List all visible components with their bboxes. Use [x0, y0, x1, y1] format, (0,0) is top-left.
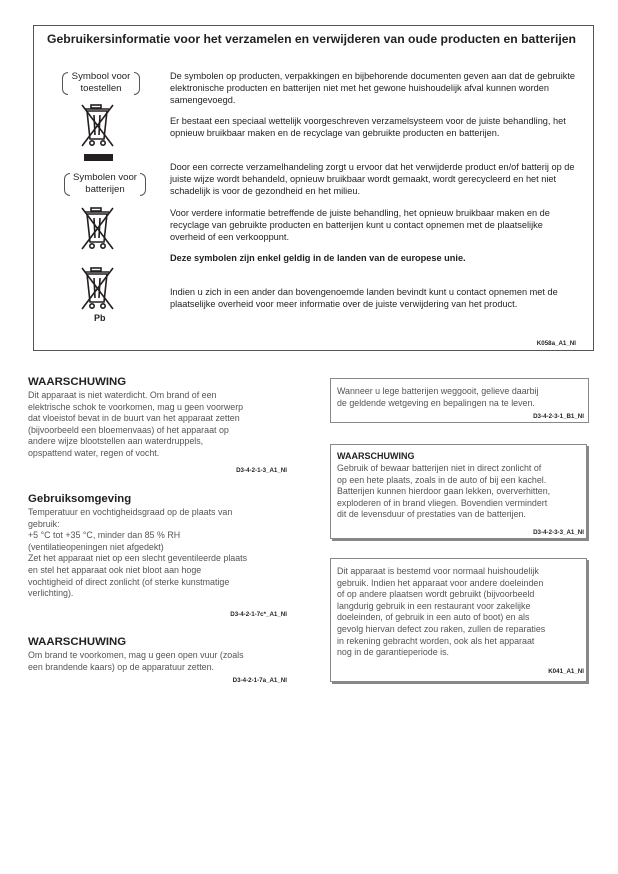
disposal-paragraph: Er bestaat een speciaal wettelijk voorgeschreven verzamelsysteem voor de juiste behandling, het opnieuw bruikbaar maken en de recyclage van gebruikte producten en batterijen.: [170, 116, 566, 138]
text-line: Dit apparaat is bestemd voor normaal huishoudelijk: [337, 566, 539, 576]
environment-text: [28, 507, 298, 600]
disposal-paragraph: Voor verdere informatie betreffende de juiste behandling, het opnieuw bruikbaar maken en de recyclage van gebruikte producten en batterijen kunt u contact opnemen met de plaatselijke overheid of een verkooppunt.: [170, 208, 550, 242]
label-battery-text: Symbolen voor batterijen: [73, 172, 137, 195]
text-line: Dit apparaat is niet waterdicht. Om brand of een: [28, 390, 217, 400]
text-line: Zet het apparaat niet op een slecht geventileerde plaats: [28, 553, 248, 564]
text-line: doeleinden, of gebruik in een auto of boot) en als: [337, 612, 530, 623]
text-line: Gebruik of bewaar batterijen niet in direct zonlicht of: [337, 463, 542, 473]
text-line: +5 °C tot +35 °C, minder dan 85 % RH: [28, 530, 181, 541]
text-line: in rekening gebracht worden, ook als het apparaat: [337, 635, 535, 646]
text-line: elektrische schok te voorkomen, mag u geen voorwerp: [28, 401, 244, 412]
text-line: een brandende kaars) op de apparatuur zetten.: [28, 661, 215, 672]
warning-fire-heading: WAARSCHUWING: [28, 636, 127, 648]
lead-symbol-label: Pb: [94, 313, 106, 323]
text-line: vochtigheid of direct zonlicht (of sterke kunstmatige: [28, 576, 230, 587]
text-line: Batterijen kunnen hierdoor gaan lekken, oververhitten,: [337, 486, 551, 497]
environment-code: D3-4-2-1-7c*_A1_Nl: [230, 611, 287, 618]
text-line: dat vloeistof bevat in de buurt van het apparaat zetten: [28, 413, 240, 424]
text-line: de geldende wetgeving en bepalingen na te leven.: [337, 397, 535, 408]
disposal-paragraph: Indien u zich in een ander dan bovengenoemde landen bevindt kunt u contact opnemen met de plaatselijke overheid voor meer informatie over de juiste verwijdering van het product.: [170, 287, 558, 309]
text-line: dit de levensduur of prestaties van de batterijen.: [337, 509, 526, 520]
battery-notice-text: [337, 386, 585, 409]
text-line: langdurig gebruik in een restaurant voor zakelijke: [337, 600, 531, 611]
usage-notice-code: K041_A1_Nl: [548, 668, 584, 675]
crossed-bin-lead-icon: [80, 264, 116, 312]
disposal-code: K058a_A1_Nl: [536, 340, 576, 347]
warning-water-text: [28, 390, 298, 460]
label-battery-symbol: [64, 172, 146, 197]
disposal-paragraph: De symbolen op producten, verpakkingen en bijbehorende documenten geven aan dat de gebruikte elektronische producten en batterijen niet met het gewone huishoudelijk afval kunnen worden samengevoegd.: [170, 71, 576, 105]
text-line: (bijvoorbeeld een bloemenvaas) of het apparaat op: [28, 424, 229, 435]
text-line: andere wijze blootstellen aan waterdruppels,: [28, 436, 204, 447]
disposal-info-title: Gebruikersinformatie voor het verzamelen en verwijderen van oude producten en batterijen: [47, 32, 576, 46]
crossed-bin-appliance-icon: [80, 101, 116, 149]
text-line: verlichting).: [28, 588, 74, 599]
environment-heading: Gebruiksomgeving: [28, 493, 132, 505]
label-appliance-text: Symbool voor toestellen: [71, 71, 131, 94]
label-appliance-symbol: [62, 71, 140, 96]
text-line: en stel het apparaat ook niet bloot aan hoge: [28, 564, 202, 575]
text-line: of op andere plaatsen wordt gebruikt (bijvoorbeeld: [337, 589, 535, 600]
battery-notice-code: D3-4-2-3-1_B1_Nl: [533, 413, 584, 420]
text-line: Temperatuur en vochtigheidsgraad op de plaats van: [28, 507, 233, 517]
warning-fire-code: D3-4-2-1-7a_A1_Nl: [232, 677, 287, 684]
disposal-eu-note: Deze symbolen zijn enkel geldig in de landen van de europese unie.: [170, 253, 466, 263]
text-line: Wanneer u lege batterijen weggooit, gelieve daarbij: [337, 386, 539, 396]
text-line: exploderen of in brand vliegen. Bovendien vermindert: [337, 497, 548, 508]
disposal-paragraph: Door een correcte verzamelhandeling zorgt u ervoor dat het verwijderde product en/of batterij op de juiste wijze wordt behandeld, opnieuw bruikbaar wordt gemaakt, wordt gerecycleerd en het niet schadelijk is voor de gezondheid en het milieu.: [170, 162, 575, 196]
text-line: gebruik. Indien het apparaat voor andere doeleinden: [337, 577, 544, 588]
black-bar-icon: [84, 154, 113, 161]
text-line: (ventilatieopeningen niet afgedekt): [28, 541, 164, 552]
battery-warning-text: [337, 463, 587, 521]
crossed-bin-battery-icon: [80, 204, 116, 252]
warning-water-code: D3-4-2-1-3_A1_Nl: [236, 467, 287, 474]
text-line: Om brand te voorkomen, mag u geen open vuur (zoals: [28, 650, 244, 660]
text-line: gebruik:: [28, 518, 60, 529]
text-line: gevolg hiervan defect zou raken, zullen de reparaties: [337, 623, 546, 634]
warning-fire-text: [28, 650, 298, 673]
battery-warning-code: D3-4-2-3-3_A1_Nl: [533, 529, 584, 536]
text-line: opspattend water, regen of vocht.: [28, 447, 160, 458]
text-line: nog in de garantieperiode is.: [337, 647, 450, 658]
battery-warning-heading: WAARSCHUWING: [337, 451, 415, 461]
text-line: op een hete plaats, zoals in de auto of bij een kachel.: [337, 474, 547, 485]
usage-notice-text: [337, 566, 587, 659]
warning-water-heading: WAARSCHUWING: [28, 376, 127, 388]
